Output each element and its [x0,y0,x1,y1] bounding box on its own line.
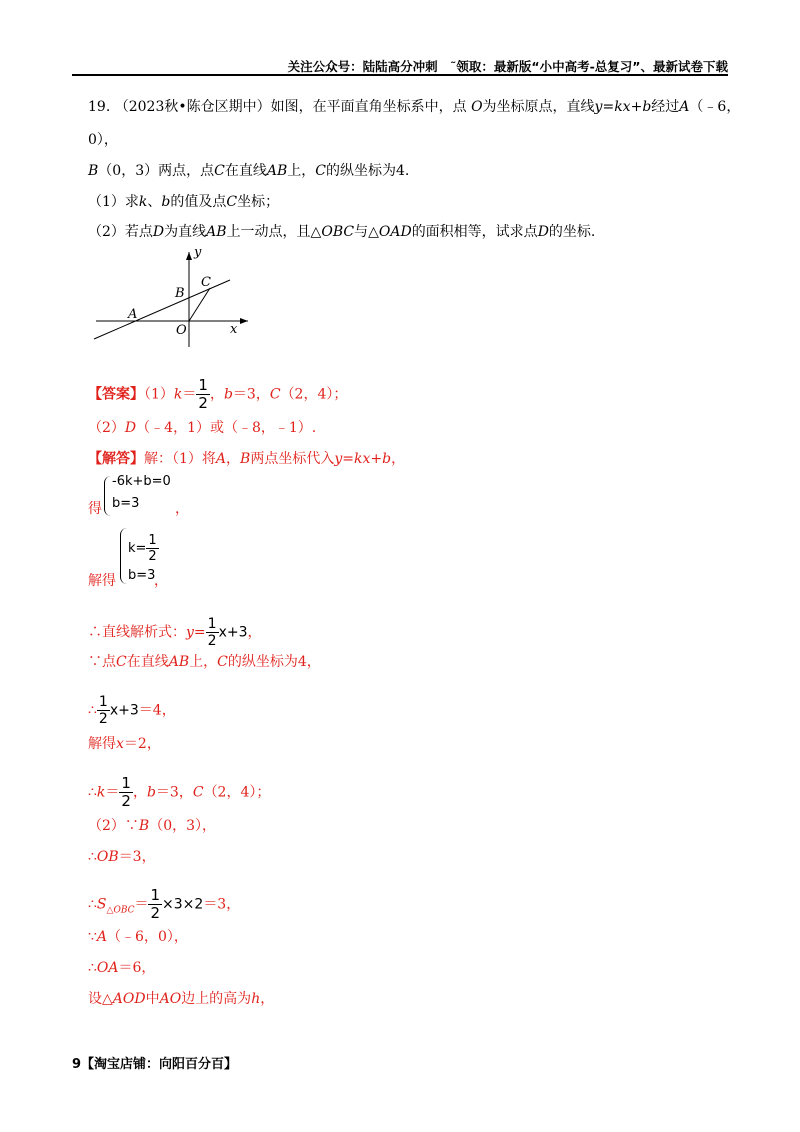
question-line-3: B（0，3）两点，点C在直线AB上，C的纵坐标为4. [88,163,410,179]
header-rule [72,74,728,76]
question-line-1: 19. （2023秋•陈仓区期中）如图，在平面直角坐标系中，点 O为坐标原点，直线y=kx+b经过A（﹣6， [88,99,741,115]
answer-line-1: 【答案】（1）k＝ $\frac{1}{2}$ ，b＝3，C（2，4）； [88,376,348,412]
solution-line-5: ∴ $\frac{1}{2}$ x+3＝4， [88,694,176,727]
equation-1: -6k+b=0 [112,474,171,489]
page-header: 关注公众号：陆陆高分冲刺 ˜领取：最新版“小中高考-总复习”、最新试卷下载 [287,59,728,74]
comma-2: ， [154,573,168,589]
page-number: 9 [72,1057,82,1072]
solution-jiede: 解得 [88,573,116,589]
solution-line-8: （2）∵B（0，3）， [88,818,217,834]
solution-line-6: 解得x＝2， [88,736,161,752]
label-c: C [201,275,211,290]
question-part-2: （2）若点D为直线AB上一动点，且△OBC与△OAD的面积相等，试求点D的坐标. [88,224,596,240]
coordinate-figure [88,242,258,352]
brace-2 [120,528,127,584]
solution-line-3: ∴直线解析式：y= $\frac{1}{2}$ x+3， [88,616,262,649]
label-y: y [194,245,202,260]
solution-line-10: $\therefore S_{\triangle OBC}=$ $\frac{1}{2}$ ×3×2＝3， [88,886,241,922]
x-axis-arrow [240,318,248,324]
solution-de: 得 [88,501,102,517]
solution-line-13: 设△AOD中AO边上的高为h， [88,991,275,1007]
equation-b: b=3 [128,568,156,583]
y-axis-arrow [186,252,192,260]
comma-1: ， [175,501,189,517]
question-line-2: 0）， [88,132,118,148]
label-x: x [230,322,238,337]
label-a: A [128,307,138,322]
label-b: B [175,286,185,301]
solution-line-11: ∵A（﹣6，0）， [88,929,188,945]
label-o: O [176,323,187,338]
solution-line-1: 【解答】解：（1）将A，B两点坐标代入y=kx+b， [88,451,406,467]
brace-1 [104,476,111,516]
solution-line-9: ∴OB＝3， [88,849,156,865]
equation-k: k= $\frac{1}{2}$ [128,533,157,564]
answer-line-2: （2）D（﹣4，1）或（﹣8，﹣1）. [88,420,317,436]
equation-2: b=3 [112,496,140,511]
solution-line-4: ∵点C在直线AB上，C的纵坐标为4， [88,654,321,670]
page-footer [72,1053,237,1072]
solution-line-7: ∴k＝ $\frac{1}{2}$ ，b＝3，C（2，4）； [88,774,271,810]
question-part-1: （1）求k、b的值及点C坐标； [88,194,280,210]
shop-name: 【淘宝店铺：向阳百分百】 [81,1057,238,1072]
solution-line-12: ∴OA＝6， [88,960,156,976]
